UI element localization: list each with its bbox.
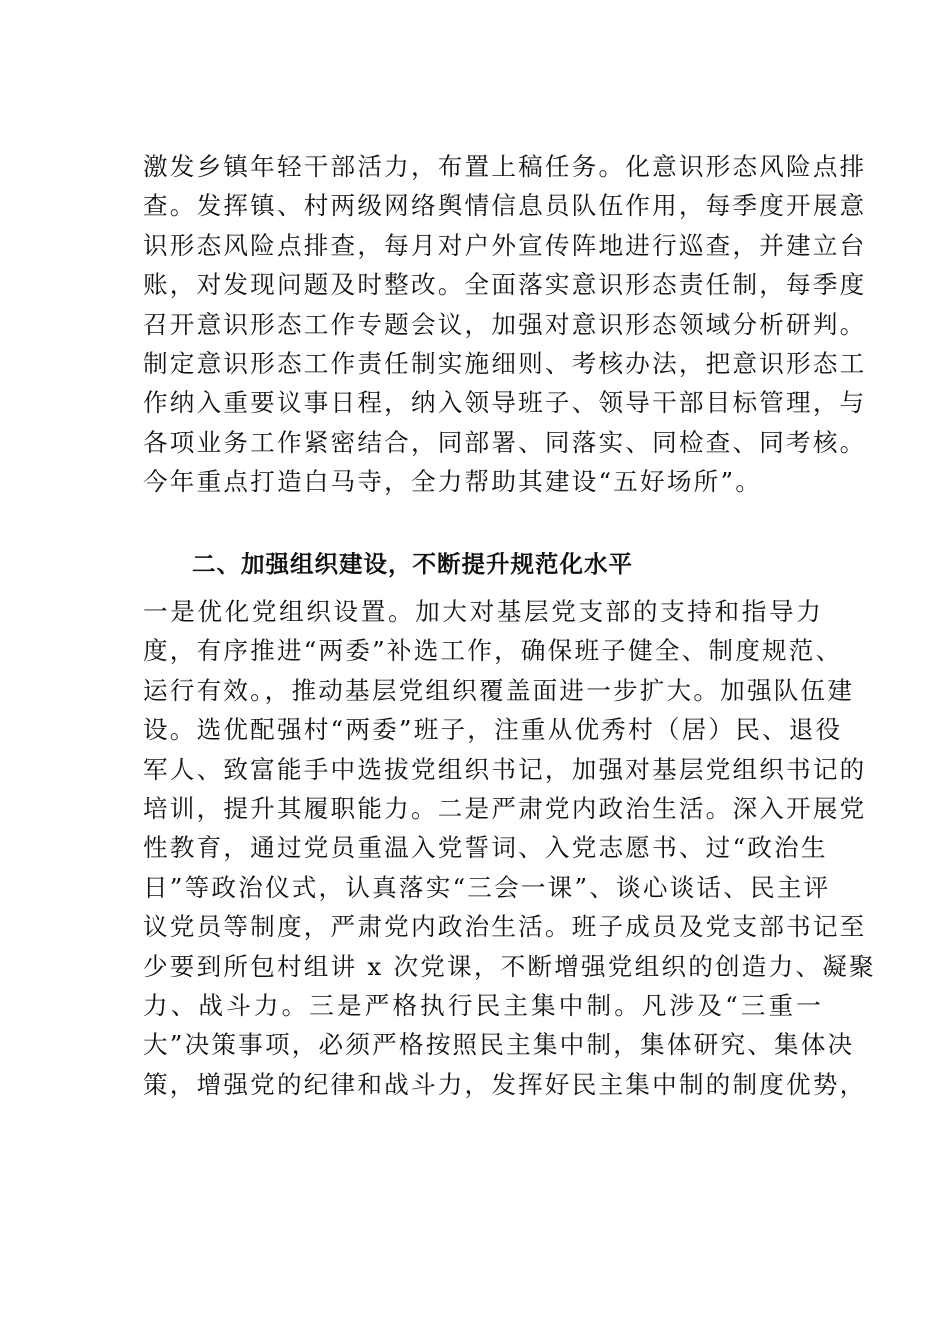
text-line: 查。发挥镇、村两级网络舆情信息员队伍作用，每季度开展意: [143, 191, 867, 221]
text-line: 日”等政治仪式，认真落实“三会一课”、谈心谈话、民主评: [143, 872, 831, 902]
text-line: 军人、致富能手中选拔党组织书记，加强对基层党组织书记的: [143, 754, 867, 784]
text-line: 账，对发现问题及时整改。全面落实意识形态责任制，每季度: [143, 270, 867, 300]
text-line: 运行有效。，推动基层党组织覆盖面进一步扩大。加强队伍建: [143, 675, 855, 705]
text-line: 召开意识形态工作专题会议，加强对意识形态领域分析研判。: [143, 309, 867, 339]
text-line: 各项业务工作紧密结合，同部署、同落实、同检查、同考核。: [143, 427, 867, 457]
text-line: 培训，提升其履职能力。二是严肃党内政治生活。深入开展党: [143, 793, 867, 823]
text-line: 力、战斗力。三是严格执行民主集中制。凡涉及“三重一: [143, 990, 823, 1020]
text-line: 制定意识形态工作责任制实施细则、考核办法，把意识形态工: [143, 348, 867, 378]
text-line: 作纳入重要议事日程，纳入领导班子、领导干部目标管理，与: [143, 388, 867, 418]
text-line: 一是优化党组织设置。加大对基层党支部的支持和指导力: [143, 597, 823, 626]
text-line: 今年重点打造白马寺，全力帮助其建设“五好场所”。: [143, 467, 763, 497]
body-paragraph-2: [143, 592, 876, 1104]
text-line: 策，增强党的纪律和战斗力，发挥好民主集中制的制度优势，: [143, 1069, 867, 1099]
text-line: 设。选优配强村“两委”班子，注重从优秀村（居）民、退役: [143, 715, 843, 745]
text-line: 识形态风险点排查，每月对户外宣传阵地进行巡查，并建立台: [143, 230, 867, 260]
text-line: 议党员等制度，严肃党内政治生活。班子成员及党支部书记至: [143, 912, 867, 942]
body-paragraph-1: [143, 147, 867, 502]
text-line: 大”决策事项，必须严格按照民主集中制，集体研究、集体决: [143, 1030, 855, 1060]
section-heading: 二、加强组织建设，不断提升规范化水平: [192, 550, 633, 578]
text-line: 度，有序推进“两委”补选工作，确保班子健全、制度规范、: [143, 636, 843, 666]
text-line: 少要到所包村组讲 x 次党课，不断增强党组织的创造力、凝聚: [143, 951, 876, 981]
text-line: 激发乡镇年轻干部活力，布置上稿任务。化意识形态风险点排: [143, 152, 867, 181]
text-line: 性教育，通过党员重温入党誓词、入党志愿书、过“政治生: [143, 833, 828, 863]
